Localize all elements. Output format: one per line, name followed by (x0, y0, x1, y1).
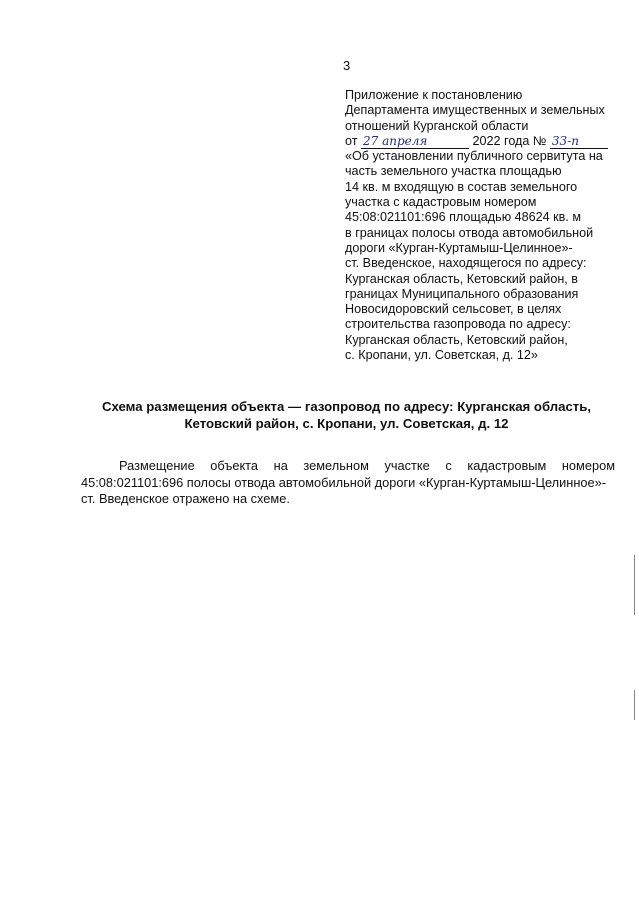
appendix-date-line (345, 134, 635, 149)
appendix-line: Курганская область, Кетовский район, (345, 332, 568, 347)
date-prefix: от (345, 133, 358, 148)
appendix-block (345, 88, 635, 363)
appendix-line: Новосидоровский сельсовет, в целях (345, 302, 562, 317)
page-number: 3 (343, 58, 351, 73)
body-line: 45:08:021101:696 полосы отвода автомобильной дороги «Курган-Куртамыш-Целинное»- (81, 474, 607, 490)
handwritten-number: 33-п (550, 135, 608, 149)
appendix-line: «Об установлении публичного сервитута на (345, 149, 603, 164)
document-title (60, 398, 633, 432)
appendix-line: Курганская область, Кетовский район, в (345, 271, 578, 286)
appendix-line: участка с кадастровым номером (345, 195, 537, 210)
handwritten-date: 27 апреля (361, 135, 469, 149)
appendix-line: Департамента имущественных и земельных (345, 103, 605, 118)
appendix-line: с. Кропани, ул. Советская, д. 12» (345, 348, 538, 363)
body-line: ст. Введенское отражено на схеме. (81, 491, 290, 506)
scan-edge-mark (634, 690, 635, 720)
appendix-line: строительства газопровода по адресу: (345, 317, 571, 332)
appendix-line: отношений Курганской области (345, 118, 529, 133)
appendix-line: Приложение к постановлению (345, 88, 523, 102)
title-line: Кетовский район, с. Кропани, ул. Советская, д. 12 (184, 416, 509, 431)
body-paragraph (81, 458, 615, 508)
appendix-line: часть земельного участка площадью (345, 164, 562, 179)
date-suffix: 2022 года № (472, 133, 547, 148)
body-line: Размещение объекта на земельном участке с кадастровым номером (119, 458, 615, 473)
appendix-line: дороги «Курган-Куртамыш-Целинное»- (345, 240, 573, 255)
appendix-line: границах Муниципального образования (345, 286, 579, 301)
appendix-line: 14 кв. м входящую в состав земельного (345, 179, 578, 194)
appendix-line: 45:08:021101:696 площадью 48624 кв. м (345, 210, 582, 225)
appendix-line: в границах полосы отвода автомобильной (345, 225, 594, 240)
appendix-line: ст. Введенское, находящегося по адресу: (345, 256, 587, 271)
title-line: Схема размещения объекта — газопровод по адресу: Курганская область, (101, 399, 592, 414)
scan-edge-mark (634, 555, 635, 615)
